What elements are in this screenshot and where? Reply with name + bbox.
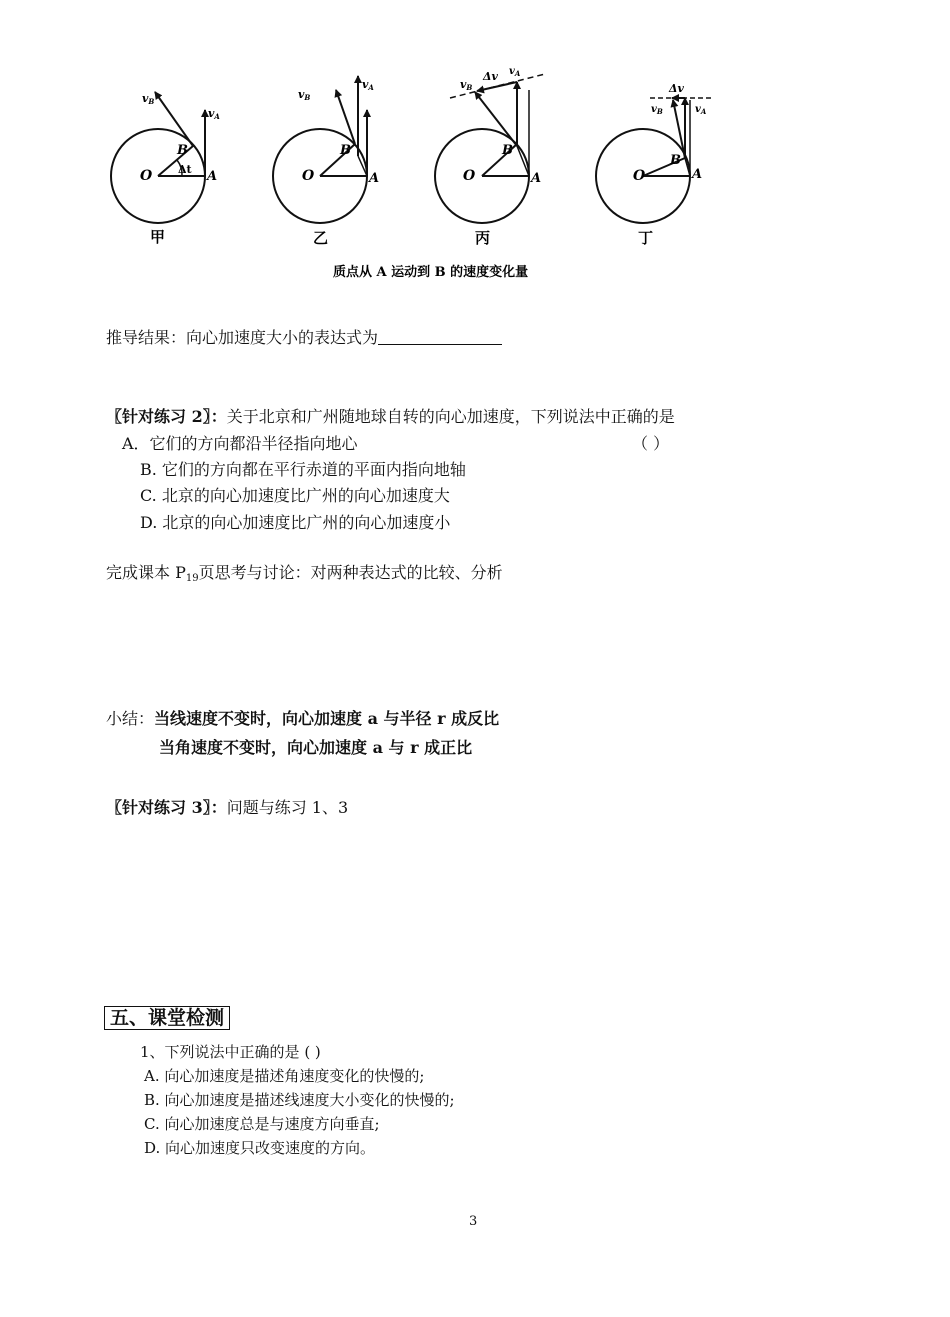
- section5-option-a: A. 向心加速度是描述角速度变化的快慢的;: [144, 1067, 425, 1085]
- velocity-change-figure: [100, 60, 720, 290]
- textbook-post: 页思考与讨论：对两种表达式的比较、分析: [198, 563, 503, 582]
- summary-label: 小结：: [106, 709, 155, 728]
- panel-jia: [111, 92, 220, 246]
- section5-option-b: B. 向心加速度是描述线速度大小变化的快慢的;: [144, 1091, 455, 1109]
- panel-bing: [435, 66, 545, 247]
- section5-title-box: [104, 1007, 230, 1029]
- derivation-text: 推导结果：向心加速度大小的表达式为: [106, 328, 379, 347]
- point-o-label: O: [140, 168, 153, 184]
- va-label: $v_A$: [695, 104, 707, 116]
- va-label: vA: [362, 78, 374, 92]
- practice2-label: 〖针对练习 2〗：: [106, 407, 227, 426]
- practice3-label: 〖针对练习 3〗：: [106, 798, 227, 817]
- practice2-option-b: B. 它们的方向都在平行赤道的平面内指向地轴: [140, 460, 466, 479]
- vb-label: vB: [460, 78, 473, 92]
- summary-text-1: 当线速度不变时，向心加速度 a 与半径 r 成反比: [154, 709, 500, 728]
- point-o-label: O: [302, 168, 315, 184]
- panel-label: 乙: [313, 229, 329, 247]
- point-b-label: B: [502, 143, 513, 158]
- section5-option-d: D. 向心加速度只改变速度的方向。: [144, 1139, 376, 1157]
- practice2-answer-paren: （ ）: [632, 434, 670, 453]
- delta-v-label: Δv: [483, 70, 498, 83]
- page-number: 3: [469, 1214, 478, 1229]
- summary-line-1: [106, 709, 499, 729]
- textbook-line: [106, 563, 503, 589]
- point-b-label: B: [670, 153, 681, 168]
- answer-blank[interactable]: [378, 328, 502, 345]
- vb-label: vB: [142, 92, 155, 106]
- textbook-page-sub: 19: [185, 573, 199, 584]
- panel-label: 丙: [475, 229, 491, 247]
- point-o-label: O: [463, 168, 476, 184]
- section5-title: 五、课堂检测: [104, 1006, 230, 1030]
- section5-question: 1、下列说法中正确的是 ( ): [140, 1043, 321, 1061]
- point-b-label: B: [340, 143, 351, 158]
- derivation-line: [106, 328, 502, 348]
- delta-v-label: Δv: [669, 82, 684, 95]
- practice2-option-a: A．它们的方向都沿半径指向地心: [122, 434, 358, 453]
- angle-label: Δt: [178, 163, 192, 176]
- practice2-text: 关于北京和广州随地球自转的向心加速度，下列说法中正确的是: [226, 407, 675, 426]
- section5-option-c: C. 向心加速度总是与速度方向垂直;: [144, 1115, 380, 1133]
- panel-yi: [273, 76, 379, 247]
- point-a-label: A: [692, 167, 703, 182]
- practice3-text: 问题与练习 1、3: [226, 798, 349, 817]
- point-o-label: O: [633, 168, 646, 184]
- point-a-label: A: [531, 171, 542, 186]
- practice3-line: [106, 798, 348, 818]
- panel-label: 甲: [150, 228, 166, 246]
- va-label: vA: [208, 107, 220, 121]
- practice2-option-c: C. 北京的向心加速度比广州的向心加速度大: [140, 486, 450, 505]
- summary-text-2: 当角速度不变时，向心加速度 a 与 r 成正比: [159, 738, 473, 757]
- vb-label: vB: [298, 88, 311, 102]
- practice2-option-d: D. 北京的向心加速度比广州的向心加速度小: [140, 513, 451, 532]
- point-b-label: B: [177, 143, 188, 158]
- textbook-pre: 完成课本 P: [106, 563, 186, 582]
- va-label: $v_A$: [509, 66, 521, 78]
- point-a-label: A: [369, 171, 380, 186]
- vb-label: $v_B$: [651, 104, 663, 116]
- panel-ding: [596, 82, 712, 247]
- practice2-question: [106, 407, 675, 427]
- figure-caption: 质点从 A 运动到 B 的速度变化量: [333, 265, 529, 280]
- panel-label: 丁: [638, 229, 654, 247]
- point-a-label: A: [207, 169, 218, 184]
